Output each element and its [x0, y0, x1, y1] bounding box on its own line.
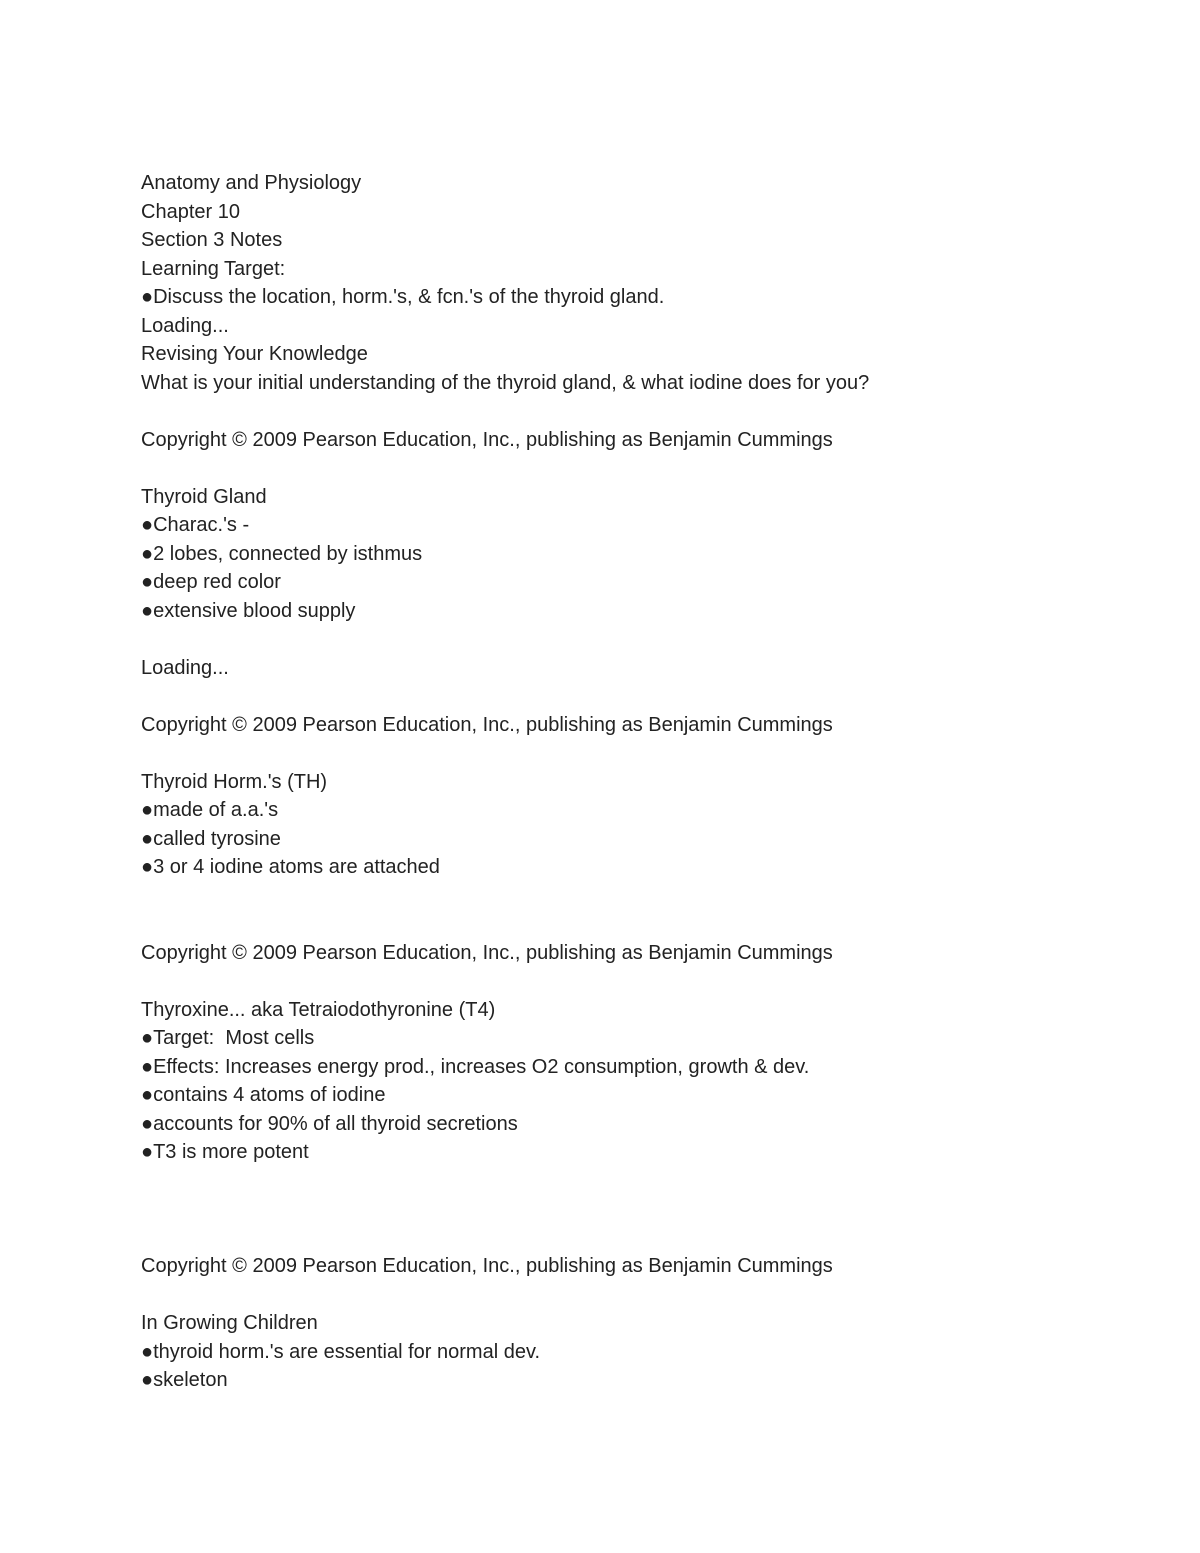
blank-line: [141, 910, 1141, 939]
loading-text: Loading...: [141, 314, 229, 337]
copyright-notice: Copyright © 2009 Pearson Education, Inc., publishing as Benjamin Cummings: [141, 713, 833, 736]
bullet-item: ●2 lobes, connected by isthmus: [141, 542, 423, 565]
blank-line: [141, 682, 1141, 711]
copyright-notice: Copyright © 2009 Pearson Education, Inc., publishing as Benjamin Cummings: [141, 941, 833, 964]
bullet-item: ●extensive blood supply: [141, 599, 356, 622]
document-page: [141, 169, 1141, 1395]
doc-title: Anatomy and Physiology: [141, 172, 362, 194]
bullet-item: ●made of a.a.'s: [141, 799, 279, 821]
blank-line: [141, 625, 1141, 654]
section-label: Section 3 Notes: [141, 229, 283, 251]
bullet-item: ●Target: Most cells: [141, 1027, 315, 1049]
bullet-item: ●called tyrosine: [141, 827, 281, 850]
question-text: What is your initial understanding of the thyroid gland, & what iodine does for you?: [141, 371, 870, 394]
blank-line: [141, 454, 1141, 483]
section-heading: Thyroxine... aka Tetraiodothyronine (T4): [141, 998, 496, 1021]
bullet-item: ●Charac.'s -: [141, 514, 250, 536]
section-heading: In Growing Children: [141, 1312, 318, 1334]
bullet-item: ●T3 is more potent: [141, 1141, 309, 1163]
section-heading: Thyroid Horm.'s (TH): [141, 770, 328, 793]
bullet-item: ●Discuss the location, horm.'s, & fcn.'s of the thyroid gland.: [141, 286, 665, 308]
bullet-item: ●deep red color: [141, 571, 281, 593]
blank-line: [141, 882, 1141, 911]
blank-line: [141, 1281, 1141, 1310]
blank-line: [141, 739, 1141, 768]
blank-line: [141, 1195, 1141, 1224]
chapter-label: Chapter 10: [141, 200, 240, 223]
bullet-item: ●Effects: Increases energy prod., increases O2 consumption, growth & dev.: [141, 1055, 810, 1078]
section-heading: Revising Your Knowledge: [141, 343, 368, 365]
bullet-item: ●thyroid horm.'s are essential for normal dev.: [141, 1340, 541, 1363]
blank-line: [141, 967, 1141, 996]
bullet-item: ●3 or 4 iodine atoms are attached: [141, 856, 440, 878]
learning-target-heading: Learning Target:: [141, 257, 286, 280]
bullet-item: ●accounts for 90% of all thyroid secretions: [141, 1112, 518, 1135]
blank-line: [141, 397, 1141, 426]
bullet-item: ●contains 4 atoms of iodine: [141, 1084, 386, 1106]
copyright-notice: Copyright © 2009 Pearson Education, Inc., publishing as Benjamin Cummings: [141, 1255, 833, 1277]
blank-line: [141, 1167, 1141, 1196]
bullet-item: ●skeleton: [141, 1369, 228, 1391]
loading-text: Loading...: [141, 656, 229, 679]
blank-line: [141, 1224, 1141, 1253]
copyright-notice: Copyright © 2009 Pearson Education, Inc., publishing as Benjamin Cummings: [141, 428, 833, 451]
section-heading: Thyroid Gland: [141, 485, 267, 508]
